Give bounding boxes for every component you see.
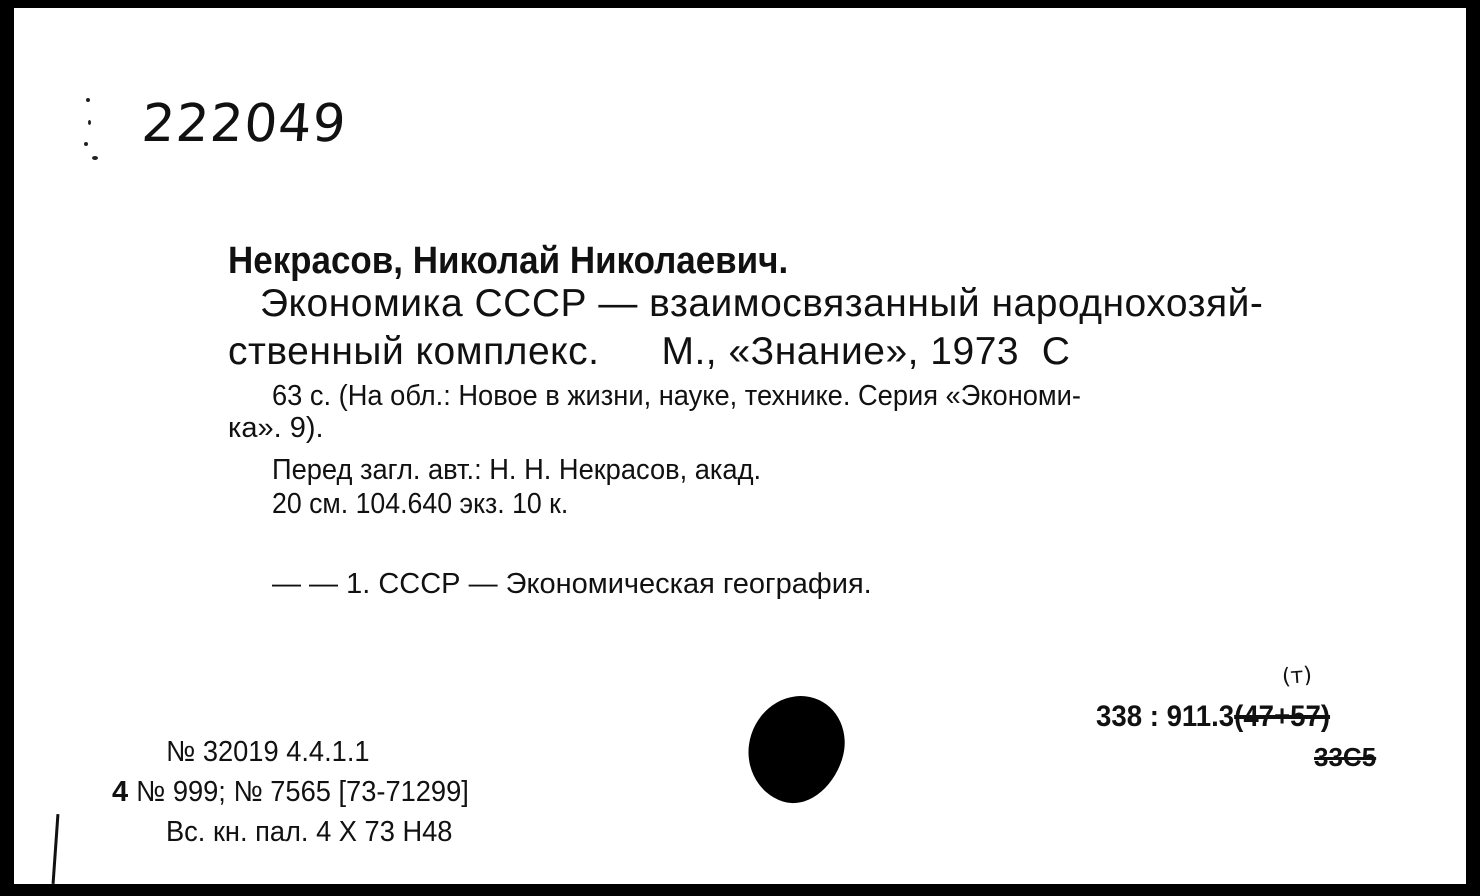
inventory-line-3: Вс. кн. пал. 4 Х 73 Н48 — [166, 816, 453, 848]
ink-blot — [735, 683, 858, 815]
description-line-1: 63 с. (На обл.: Новое в жизни, науке, технике. Серия «Экономи- — [272, 380, 1081, 412]
catalog-card — [14, 8, 1466, 884]
udc-main: 338 : 911.3 — [1096, 700, 1235, 733]
description-line-2: ка». 9). — [228, 412, 324, 444]
accession-number: 222049 — [139, 94, 349, 154]
handwritten-mark: (т) — [1281, 662, 1313, 691]
ink-speck — [92, 156, 98, 160]
udc-code — [1314, 742, 1376, 773]
udc-classification — [1096, 700, 1330, 734]
author-heading: Некрасов, Николай Николаевич. — [228, 240, 789, 282]
imprint: М., «Знание», 1973 — [661, 330, 1020, 373]
inventory-prefix: 4 — [112, 776, 129, 808]
title-continuation: ственный комплекс. — [228, 330, 600, 373]
title-line-2 — [228, 330, 1070, 374]
ink-speck — [84, 142, 88, 146]
inventory-line-1: № 32019 4.4.1.1 — [166, 736, 370, 768]
udc-struck: (47+57) — [1234, 700, 1331, 733]
subject-heading: — — 1. СССР — Экономическая география. — [272, 568, 872, 600]
ink-speck — [88, 120, 91, 125]
imprint-mark: С — [1041, 330, 1071, 373]
description-line-4: 20 см. 104.640 экз. 10 к. — [272, 488, 569, 520]
title-line-1: Экономика СССР — взаимосвязанный народнохозяй- — [260, 282, 1264, 325]
udc-code-struck: 33С5 — [1314, 742, 1377, 772]
ink-speck — [86, 98, 90, 102]
inventory-line-2: № 999; № 7565 [73-71299] — [136, 776, 469, 808]
description-line-3: Перед загл. авт.: Н. Н. Некрасов, акад. — [272, 454, 762, 486]
pen-stroke — [52, 814, 60, 884]
